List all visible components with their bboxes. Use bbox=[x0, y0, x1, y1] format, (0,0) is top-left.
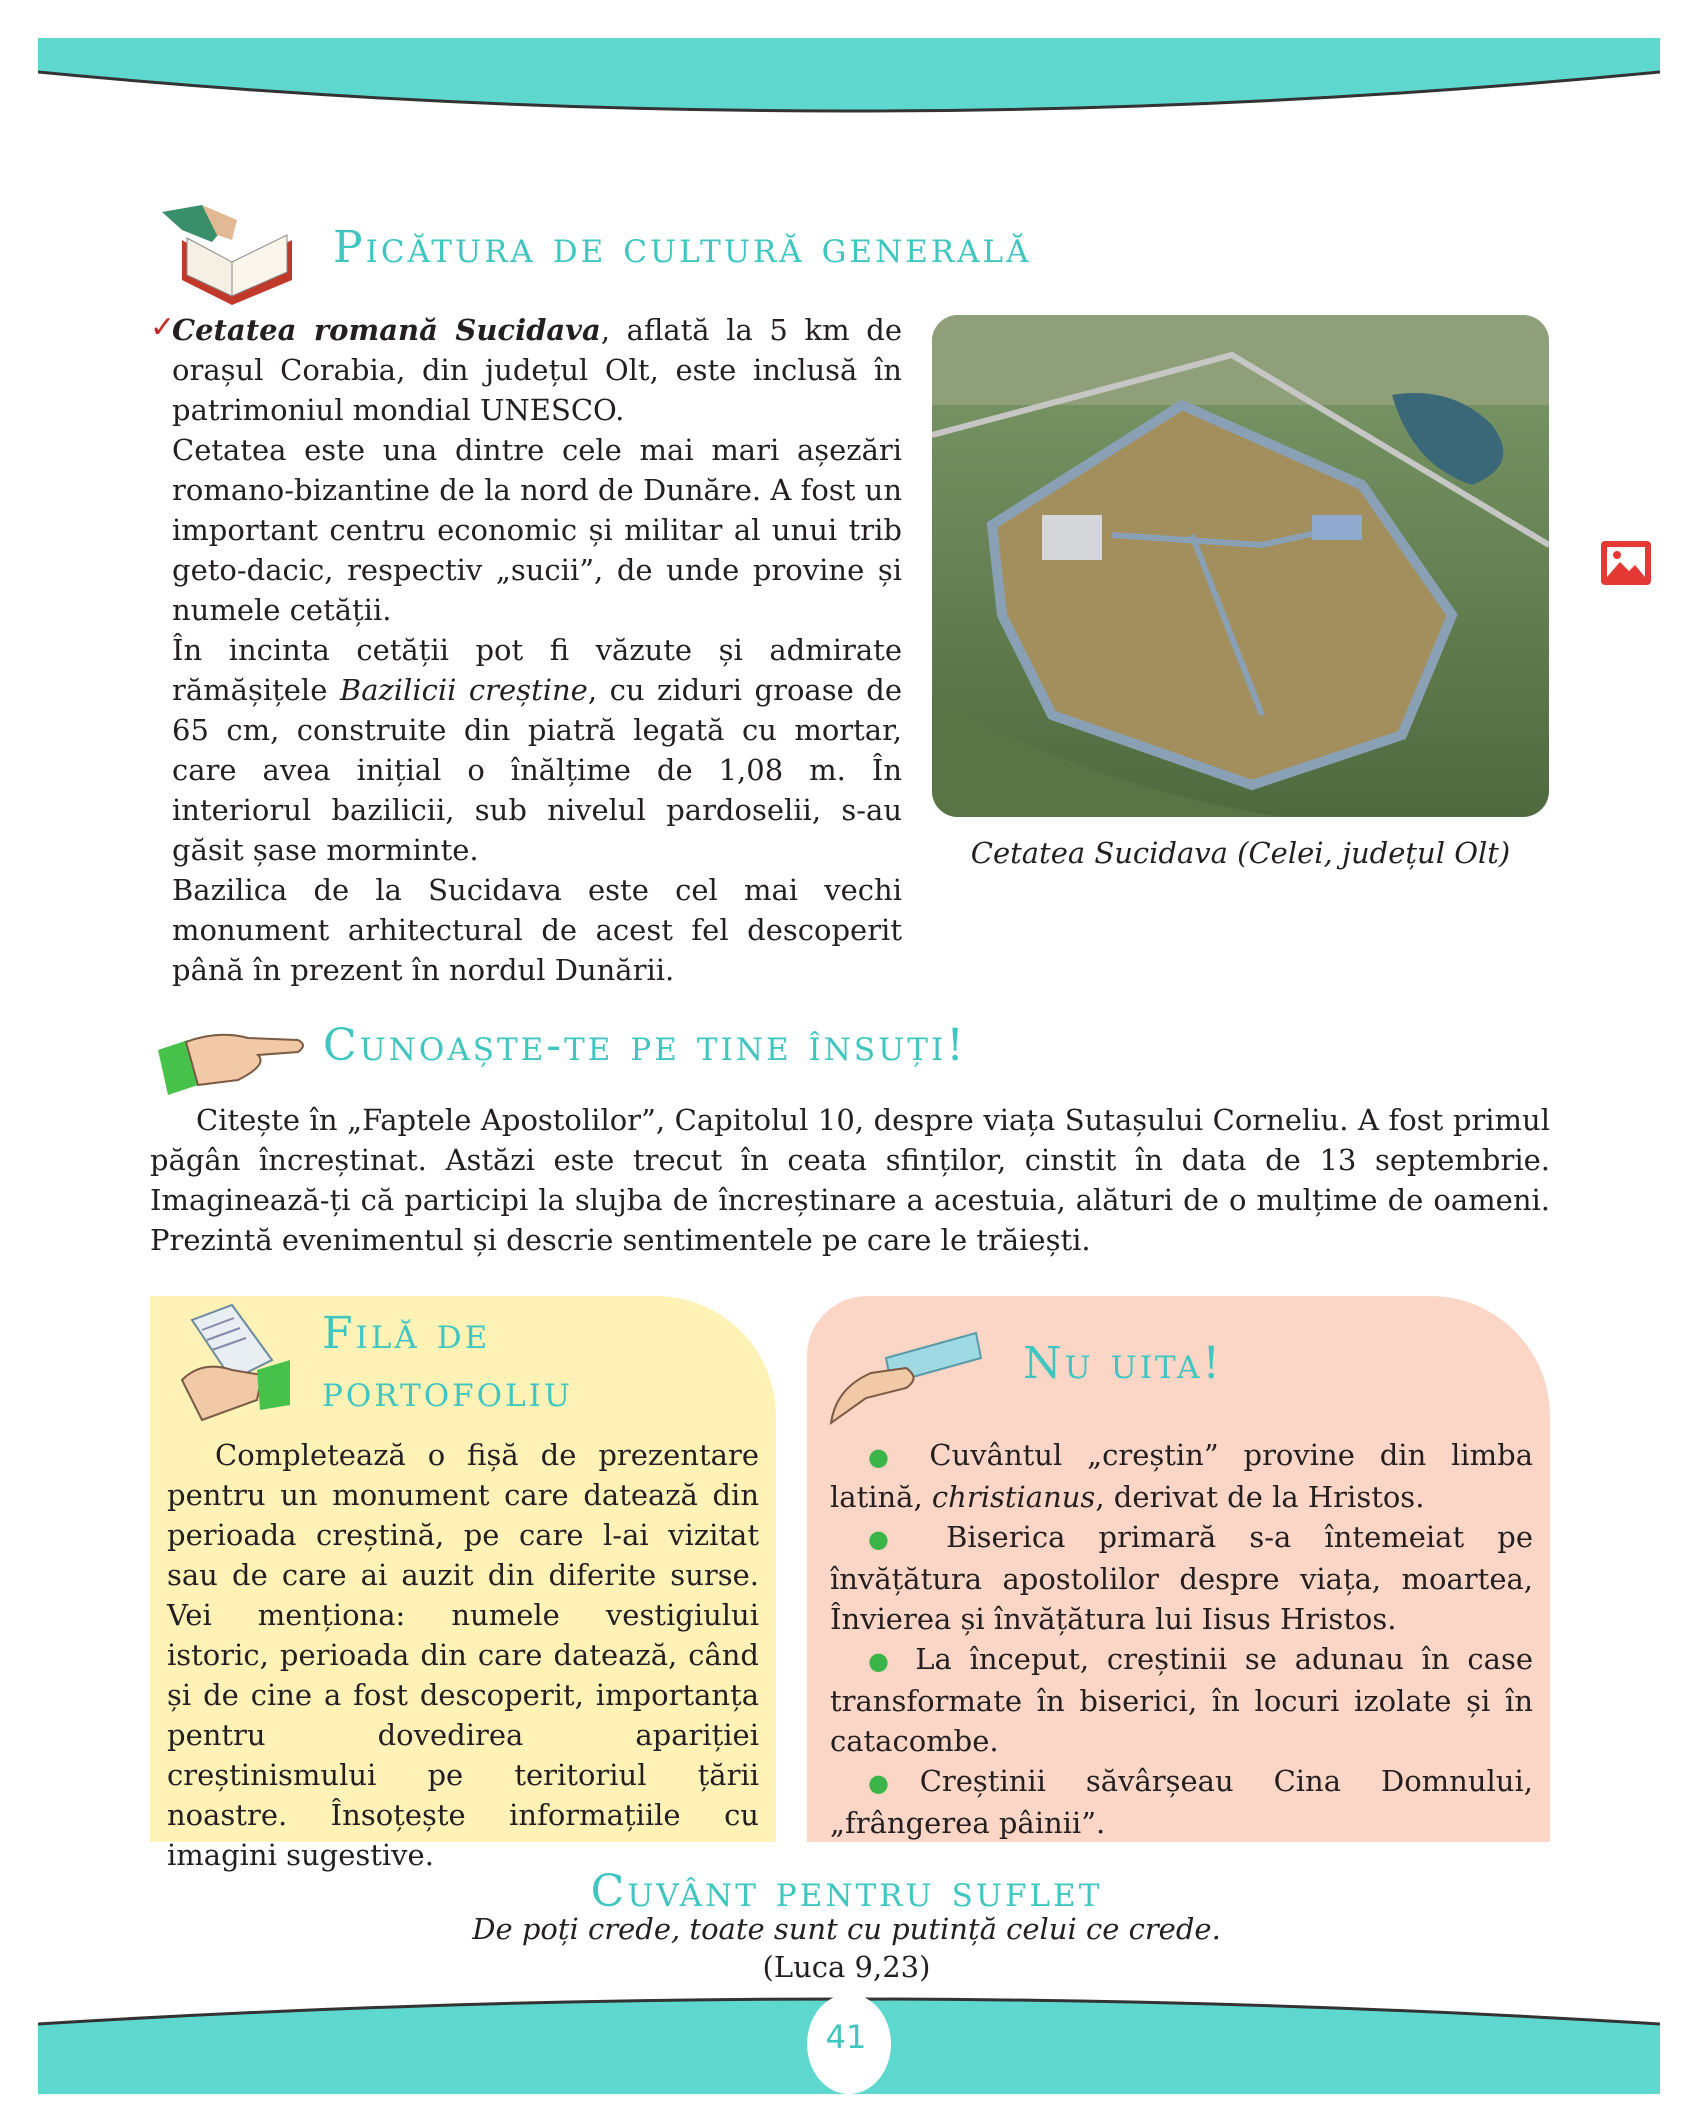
bullet-icon: ● bbox=[868, 1443, 905, 1471]
bullet-icon: ● bbox=[868, 1769, 920, 1797]
culture-paragraph-2: Cetatea este una dintre cele mai mari așezări romano-bizantine de la nord de Dunăre. A fost un important centru economic și militar al unui trib geto-dacic, respectiv „sucii”, de unde provine și numele cetății. bbox=[172, 433, 902, 627]
soul-reference: (Luca 9,23) bbox=[762, 1950, 931, 1984]
image-icon[interactable] bbox=[1600, 540, 1652, 586]
b2-text: Biserica primară s-a întemeiat pe învățătura apostolilor despre viața, moartea, Învierea și învățătura lui Iisus Hristos. bbox=[830, 1520, 1533, 1636]
photo-caption: Cetatea Sucidava (Celei, județul Olt) bbox=[970, 836, 1511, 870]
checkmark-icon: ✓ bbox=[150, 310, 176, 345]
sucidava-aerial-photo bbox=[932, 315, 1549, 817]
b4-text: Creștinii săvârșeau Cina Domnului, „frângerea pâinii”. bbox=[830, 1764, 1533, 1840]
culture-p3-rest: , cu ziduri groase de 65 cm, construite din piatră legată cu mortar, care avea inițial o înălțime de 1,08 m. În interiorul bazilicii, sub nivelul pardoselii, s-au găsit șase morminte. bbox=[172, 673, 902, 867]
portfolio-section-title: Filă de portofoliu bbox=[322, 1308, 574, 1417]
know-text bbox=[150, 1100, 1550, 1260]
culture-paragraph-1 bbox=[172, 310, 902, 430]
b1-italic: christianus bbox=[931, 1480, 1096, 1514]
culture-p3-start: În incinta cetății pot fi văzute și admirate rămășițele bbox=[172, 633, 902, 707]
culture-text bbox=[172, 310, 902, 990]
b1-start: Cuvântul „creștin” provine din limba latină, bbox=[830, 1438, 1533, 1514]
hand-icon bbox=[158, 1010, 308, 1100]
remember-bullet-4 bbox=[830, 1761, 1533, 1843]
open-book-icon bbox=[162, 200, 302, 310]
culture-paragraph-4: Bazilica de la Sucidava este cel mai vechi monument arhitectural de acest fel descoperit până în prezent în nordul Dunării. bbox=[172, 873, 902, 987]
remember-section-title: Nu uita! bbox=[1023, 1338, 1224, 1389]
scroll-hand-icon bbox=[826, 1328, 986, 1428]
culture-p3-italic: Bazilicii creștine bbox=[339, 673, 588, 707]
remember-bullet-3 bbox=[830, 1639, 1533, 1761]
page-number: 41 bbox=[825, 2018, 867, 2056]
soul-section-title: Cuvânt pentru suflet bbox=[590, 1866, 1103, 1917]
soul-quote: De poți crede, toate sunt cu putință celui ce crede. bbox=[472, 1912, 1221, 1946]
remember-bullet-1 bbox=[830, 1435, 1533, 1517]
bullet-icon: ● bbox=[868, 1525, 913, 1553]
culture-paragraph-3 bbox=[172, 630, 902, 870]
top-band bbox=[38, 0, 1660, 120]
b3-text: La început, creștinii se adunau în case transformate în biserici, în locuri izolate și în catacombe. bbox=[830, 1642, 1533, 1758]
portfolio-text bbox=[167, 1435, 759, 1875]
culture-bold-heading: Cetatea romană Sucidava bbox=[172, 313, 601, 347]
remember-bullet-2 bbox=[830, 1517, 1533, 1639]
know-section-title: Cunoaște-te pe tine însuți! bbox=[323, 1020, 967, 1071]
b1-rest: , derivat de la Hristos. bbox=[1095, 1480, 1425, 1514]
culture-section-title: Picătura de cultură generală bbox=[333, 222, 1032, 273]
culture-p1-rest: , aflată la 5 km de orașul Corabia, din județul Olt, este inclusă în patrimoniul mondial UNESCO. bbox=[172, 313, 902, 427]
remember-text bbox=[830, 1435, 1533, 1843]
document-hand-icon bbox=[172, 1300, 292, 1430]
bullet-icon: ● bbox=[868, 1647, 898, 1675]
portfolio-paragraph: Completează o fișă de prezentare pentru un monument care datează din perioada creștină, pe care l-ai vizitat sau de care ai auzit din diferite surse. Vei menționa: numele vestigiului istoric, perioada din care datează, când și de cine a fost descoperit, importanța pentru dovedirea apariției creștinismului pe teritoriul țării noastre. Însoțește informațiile cu imagini sugestive. bbox=[167, 1438, 759, 1872]
know-paragraph: Citește în „Faptele Apostolilor”, Capitolul 10, despre viața Sutașului Corneliu. A fost primul păgân încreștinat. Astăzi este trecut în ceata sfinților, cinstit în data de 13 septembrie. Imaginează-ți că participi la slujba de încreștinare a acestuia, alături de o mulțime de oameni. Prezintă evenimentul și descrie sentimentele pe care le trăiești. bbox=[150, 1103, 1550, 1257]
